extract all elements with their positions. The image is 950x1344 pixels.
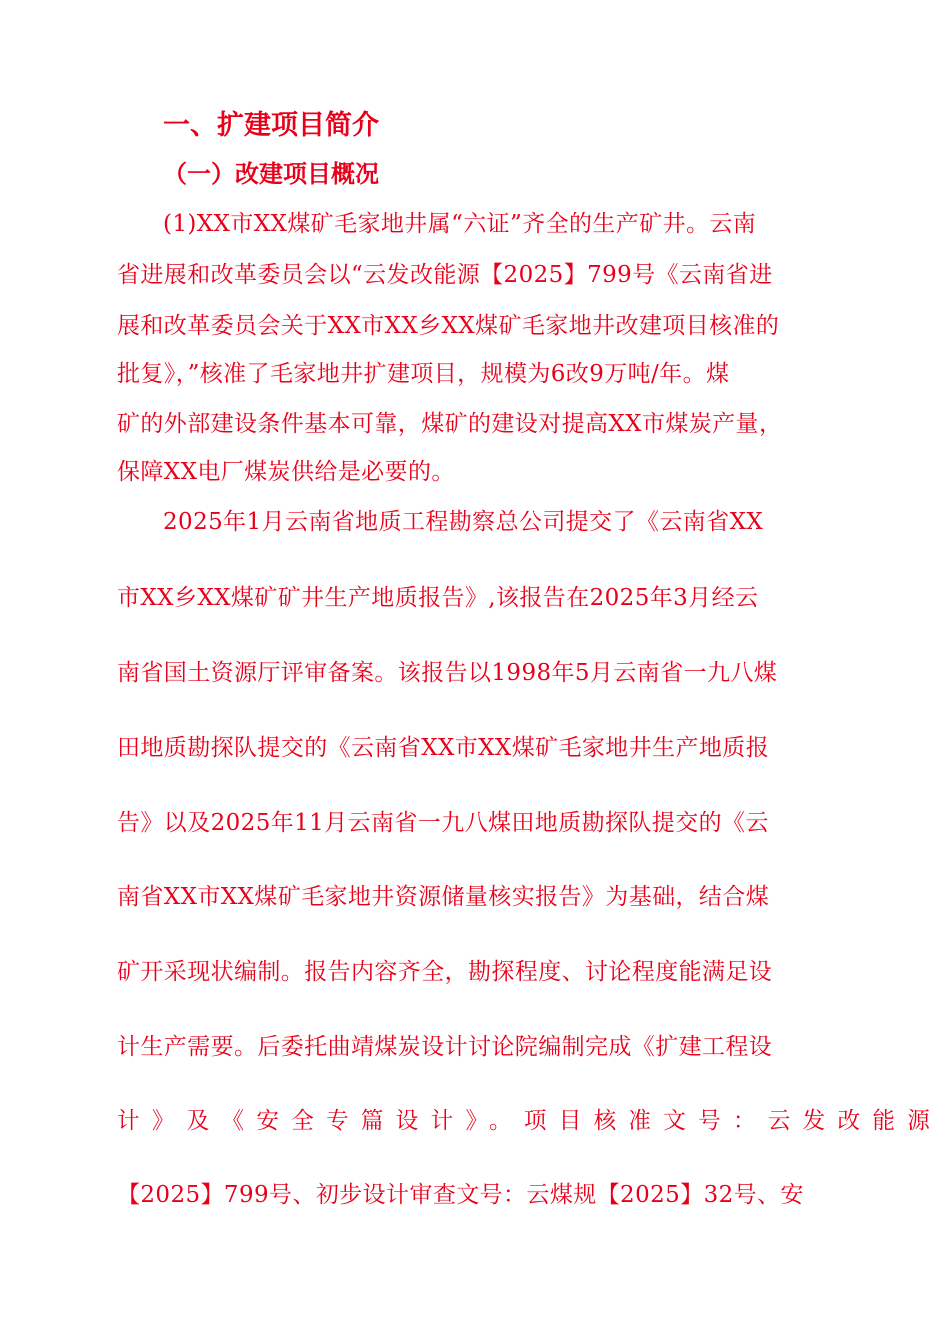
paragraph-line: 田地质勘探队提交的《云南省XX市XX煤矿毛家地井生产地质报 xyxy=(117,735,770,761)
paragraph-line: 批复》，”核准了毛家地井扩建项目，规模为6改9万吨/年。煤 xyxy=(117,361,730,387)
paragraph-line: 【2025】799号、初步设计审查文号：云煤规【2025】32号、安 xyxy=(117,1182,804,1208)
section-heading: 一、扩建项目简介 xyxy=(163,110,379,141)
paragraph-line: 矿开采现状编制。报告内容齐全，勘探程度、讨论程度能满足设 xyxy=(117,959,773,985)
paragraph-line: 南省XX市XX煤矿毛家地井资源储量核实报告》为基础，结合煤 xyxy=(117,884,770,910)
subsection-heading: （一）改建项目概况 xyxy=(163,160,379,188)
paragraph-line: 保障XX电厂煤炭供给是必要的。 xyxy=(117,459,455,485)
paragraph-line: 市XX乡XX煤矿矿井生产地质报告》,该报告在2025年3月经云 xyxy=(117,585,759,611)
paragraph-line: 计生产需要。后委托曲靖煤炭设计讨论院编制完成《扩建工程设 xyxy=(117,1034,773,1060)
paragraph-line: (1)XX市XX煤矿毛家地井属“六证”齐全的生产矿井。云南 xyxy=(163,211,757,237)
paragraph-line: 计》及《安全专篇设计》。项目核准文号：云发改能源 xyxy=(117,1108,943,1134)
paragraph-line: 告》以及2025年11月云南省一九八煤田地质勘探队提交的《云 xyxy=(117,810,769,836)
paragraph-line: 省进展和改革委员会以“云发改能源【2025】799号《云南省进 xyxy=(117,262,773,288)
paragraph-line: 2025年1月云南省地质工程勘察总公司提交了《云南省XX xyxy=(163,509,764,535)
paragraph-line: 南省国土资源厅评审备案。该报告以1998年5月云南省一九八煤 xyxy=(117,660,778,686)
paragraph-line: 展和改革委员会关于XX市XX乡XX煤矿毛家地井改建项目核准的 xyxy=(117,313,780,339)
paragraph-line: 矿的外部建设条件基本可靠，煤矿的建设对提高XX市煤炭产量， xyxy=(117,411,783,437)
